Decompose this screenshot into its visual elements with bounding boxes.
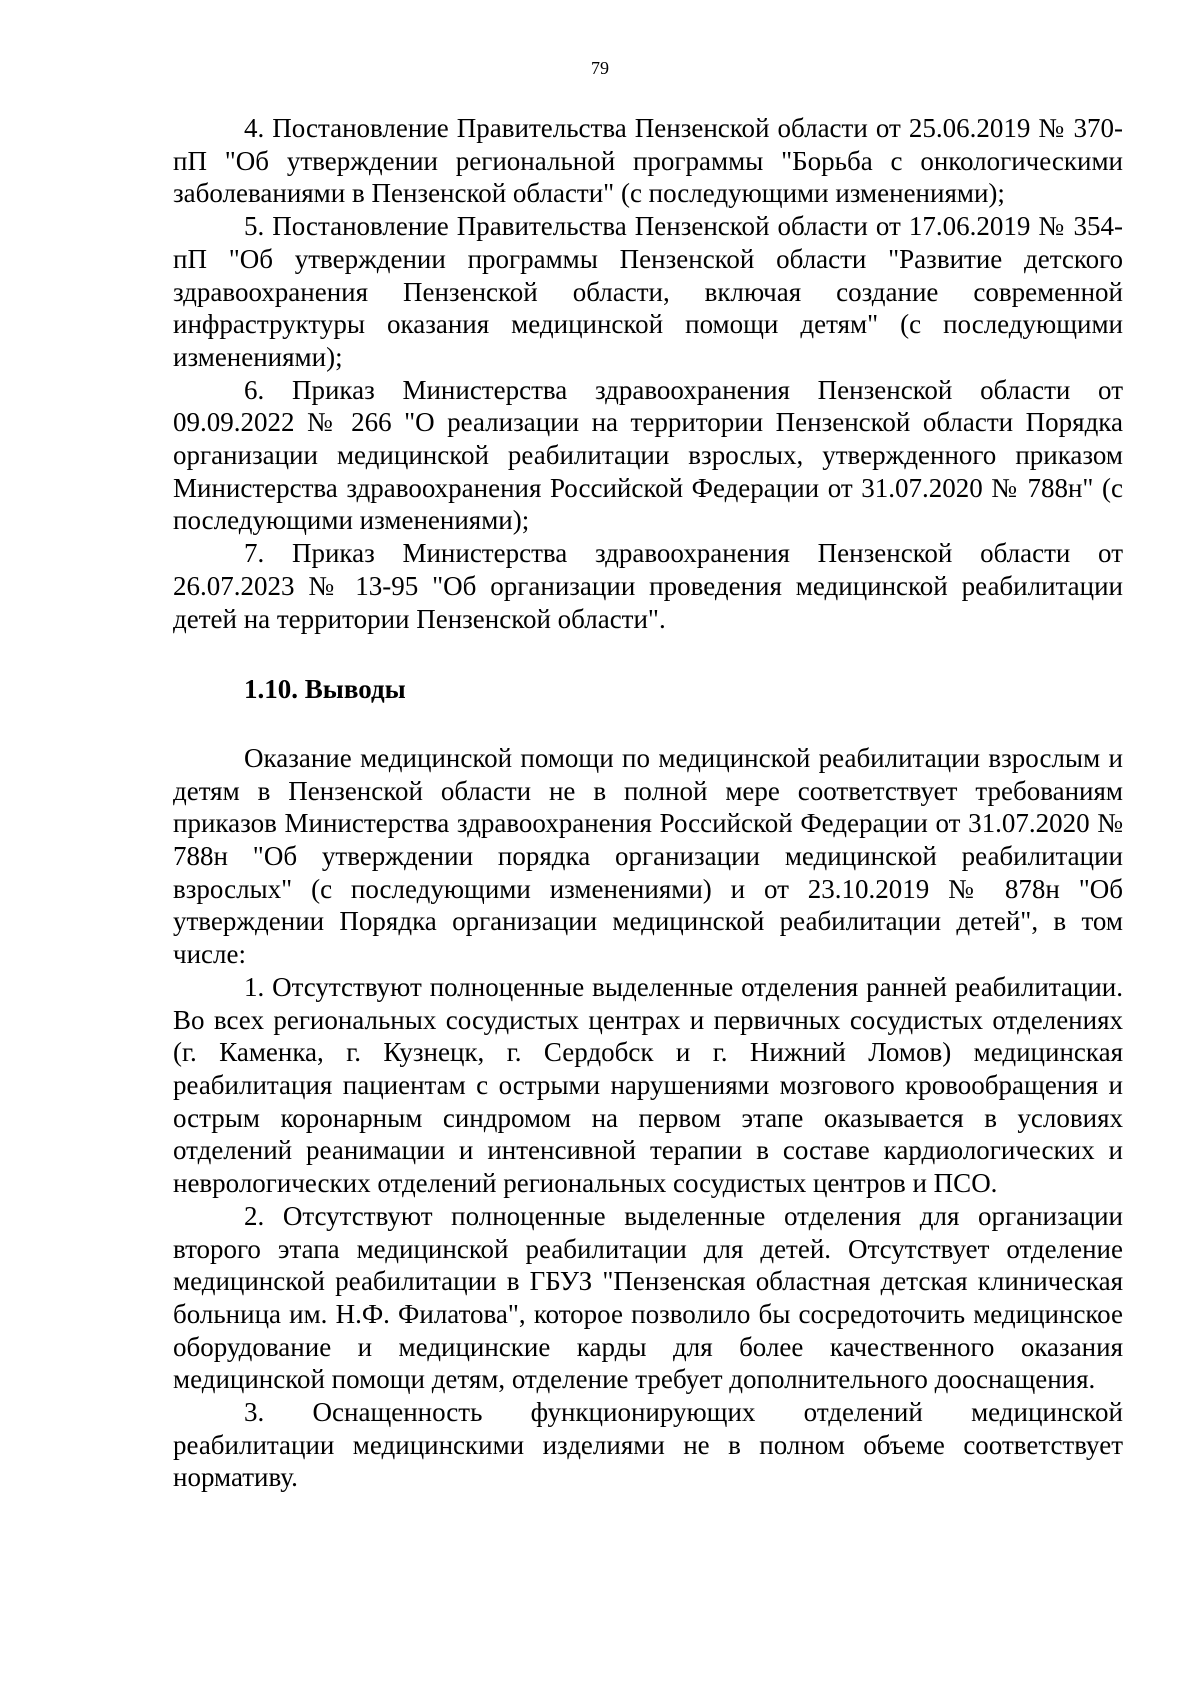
finding-1: 1. Отсутствуют полноценные выделенные отделения ранней реабилитации. Во всех региональных сосудистых центрах и первичных сосудистых отделениях (г. Каменка, г. Кузнецк, г. Сердобск и г. Нижний Ломов) медицинская реабилитация пациентам с острыми нарушениями мозгового кровообращения и острым коронарным синдромом на первом этапе оказывается в условиях отделений реанимации и интенсивной терапии в составе кардиологических и неврологических отделений региональных сосудистых центров и ПСО. [173,971,1123,1199]
conclusions-intro: Оказание медицинской помощи по медицинской реабилитации взрослым и детям в Пензенской области не в полной мере соответствует требованиям приказов Министерства здравоохранения Российской Федерации от 31.07.2020 № 788н "Об утверждении порядка организации медицинской реабилитации взрослых" (с последующими изменениями) и от 23.10.2019 № 878н "Об утверждении Порядка организации медицинской реабилитации детей", в том числе: [173,742,1123,970]
finding-3: 3. Оснащенность функционирующих отделений медицинской реабилитации медицинскими изделиями не в полном объеме соответствует нормативу. [173,1397,1123,1493]
list-item-5: 5. Постановление Правительства Пензенской области от 17.06.2019 № 354-пП "Об утверждении программы Пензенской области "Развитие детского здравоохранения Пензенской области, включая создание современной инфраструктуры оказания медицинской помощи детям" (с последующими изменениями); [173,211,1123,372]
finding-2: 2. Отсутствуют полноценные выделенные отделения для организации второго этапа медицинской реабилитации для детей. Отсутствует отделение медицинской реабилитации в ГБУЗ "Пензенская областная детская клиническая больница им. Н.Ф. Филатова", которое позволило бы сосредоточить медицинское оборудование и медицинские карды для более качественного оказания медицинской помощи детям, отделение требует дополнительного дооснащения. [173,1200,1123,1395]
list-item-7: 7. Приказ Министерства здравоохранения Пензенской области от 26.07.2023 № 13-95 "Об организации проведения медицинской реабилитации детей на территории Пензенской области". [173,538,1123,634]
page-content [173,112,1123,1494]
section-heading: 1.10. Выводы [244,674,406,705]
page-number: 79 [591,58,609,78]
list-item-6: 6. Приказ Министерства здравоохранения Пензенской области от 09.09.2022 № 266 "О реализации на территории Пензенской области Порядка организации медицинской реабилитации взрослых, утвержденного приказом Министерства здравоохранения Российской Федерации от 31.07.2020 № 788н" (с последующими изменениями); [173,374,1123,536]
list-item-4: 4. Постановление Правительства Пензенской области от 25.06.2019 № 370-пП "Об утверждении региональной программы "Борьба с онкологическими заболеваниями в Пензенской области" (с последующими изменениями); [173,113,1123,209]
